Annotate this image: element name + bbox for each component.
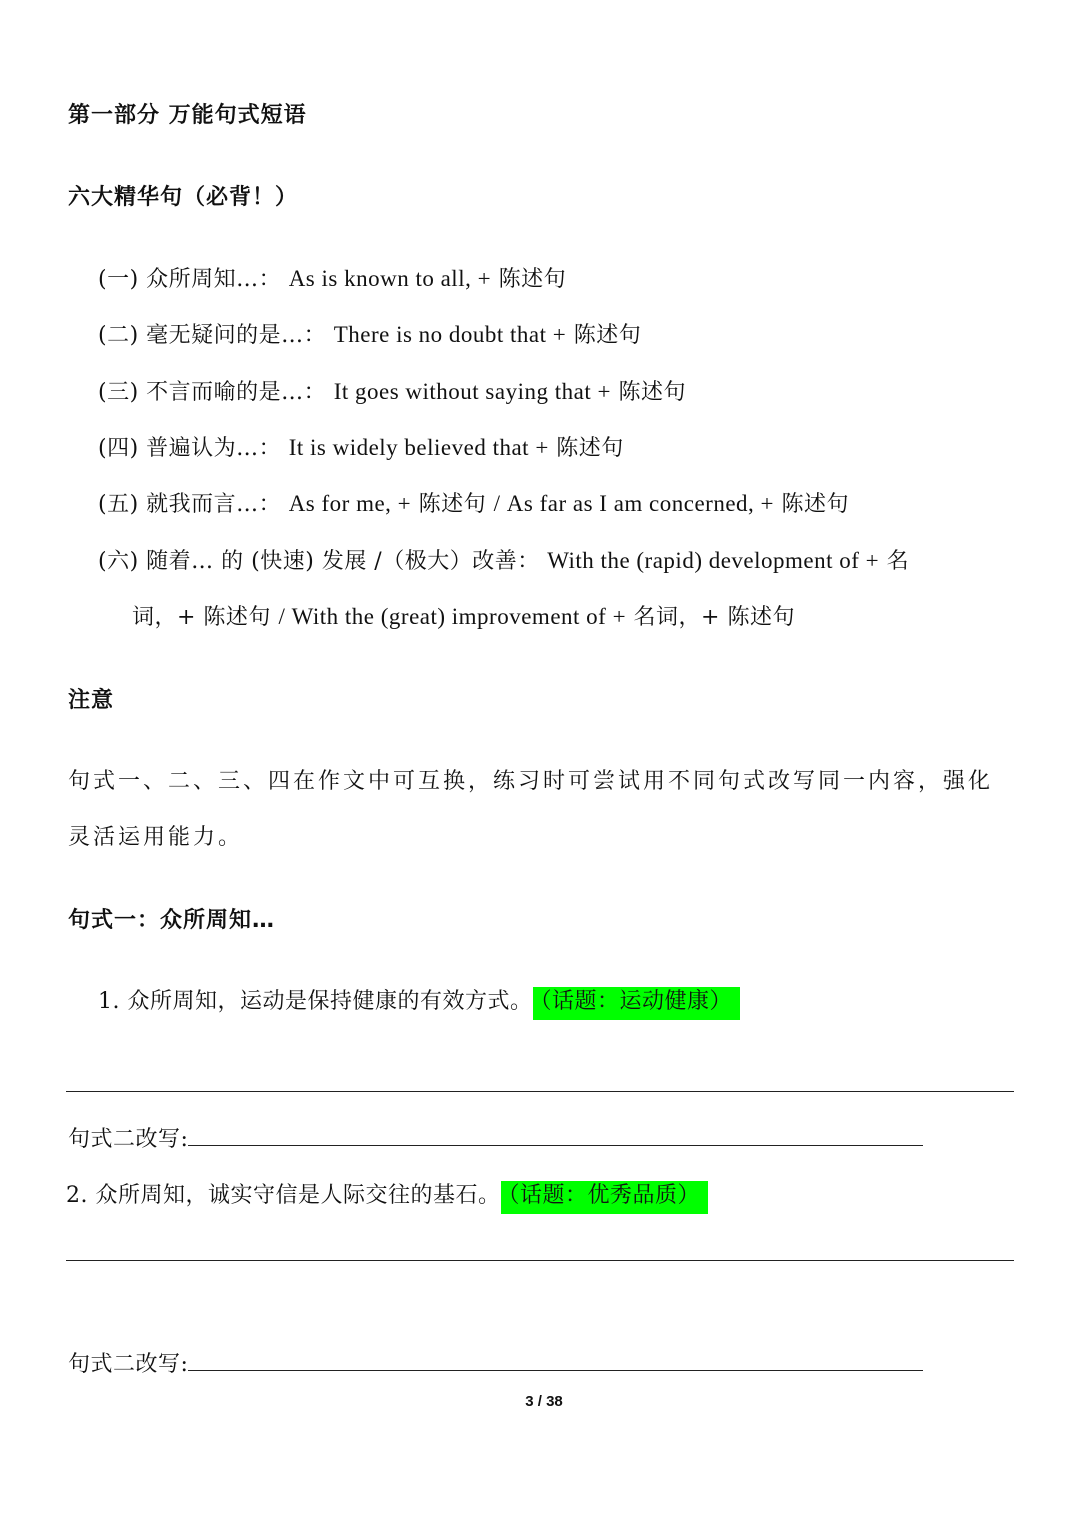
phrase-en: As is known to all, + [288, 266, 492, 291]
phrase-cn: 普遍认为…： [146, 436, 282, 461]
answer-line [66, 1091, 1014, 1092]
phrase-en-alt: / As far as I am concerned, + [493, 491, 775, 516]
topic-highlight: （话题：运动健康） [533, 987, 741, 1020]
phrase-tail: 陈述句 [618, 380, 686, 405]
phrase-1 [98, 262, 566, 293]
phrase-cn: 就我而言…： [146, 492, 282, 517]
rewrite-prompt-2 [68, 1347, 923, 1378]
phrase-cn: 众所周知…： [146, 267, 282, 292]
note-title: 注意 [68, 688, 115, 713]
phrase-num: (三) [98, 380, 139, 405]
phrase-4 [98, 431, 624, 462]
exercise-text: 众所周知，诚实守信是人际交往的基石。 [95, 1183, 501, 1208]
rewrite-label: 句式二改写: [68, 1127, 189, 1152]
topic-highlight: （话题：优秀品质） [501, 1181, 709, 1214]
exercise-2 [66, 1178, 708, 1209]
phrase-tail: 陈述句 [556, 436, 624, 461]
phrase-2 [98, 318, 641, 349]
note-line-2: 灵活运用能力。 [68, 825, 244, 850]
phrase-num: (六) [98, 549, 139, 574]
exercise-num: 1. [98, 989, 120, 1014]
phrase-en: It goes without saying that + [333, 379, 611, 404]
phrase-cn: 词，+ 陈述句 [132, 605, 271, 630]
note-line-1: 句式一、二、三、四在作文中可互换，练习时可尝试用不同句式改写同一内容，强化 [68, 769, 994, 794]
phrase-num: (五) [98, 492, 139, 517]
phrase-6 [98, 544, 909, 575]
rewrite-prompt-1 [68, 1122, 923, 1153]
phrase-num: (二) [98, 323, 139, 348]
section-title: 六大精华句（必背！） [68, 185, 299, 210]
rewrite-blank [188, 1144, 923, 1146]
part-title: 第一部分 万能句式短语 [68, 103, 307, 128]
exercise-text: 众所周知，运动是保持健康的有效方式。 [127, 989, 533, 1014]
phrase-num: (四) [98, 436, 139, 461]
rewrite-label: 句式二改写: [68, 1352, 189, 1377]
phrase-tail: 陈述句 [498, 267, 567, 292]
rewrite-blank [188, 1369, 923, 1371]
phrase-en: As for me, + [288, 491, 412, 516]
phrase-tail: 陈述句 [418, 492, 487, 517]
phrase-cn: 不言而喻的是…： [146, 380, 327, 405]
phrase-tail-alt: 陈述句 [781, 492, 850, 517]
page-number: 3 / 38 [525, 1393, 563, 1410]
phrase-en: With the (rapid) development of + [547, 548, 880, 573]
phrase-5 [98, 487, 849, 518]
phrase-cn: 毫无疑问的是…： [146, 323, 327, 348]
phrase-tail: 陈述句 [573, 323, 642, 348]
phrase-en: There is no doubt that + [333, 322, 567, 347]
phrase-tail: 名 [886, 549, 910, 574]
phrase-num: (一) [98, 267, 139, 292]
phrase-6-continued [132, 600, 795, 631]
phrase-en: It is widely believed that + [288, 435, 549, 460]
phrase-cn: 随着… 的 (快速) 发展 /（极大）改善： [146, 549, 540, 574]
phrase-en: / With the (great) improvement of + [278, 604, 627, 629]
answer-line [66, 1260, 1014, 1261]
pattern-title: 句式一：众所周知… [68, 908, 276, 933]
exercise-1 [98, 984, 740, 1015]
phrase-3 [98, 375, 686, 406]
phrase-tail: 名词，+ 陈述句 [633, 605, 795, 630]
exercise-num: 2. [66, 1183, 88, 1208]
